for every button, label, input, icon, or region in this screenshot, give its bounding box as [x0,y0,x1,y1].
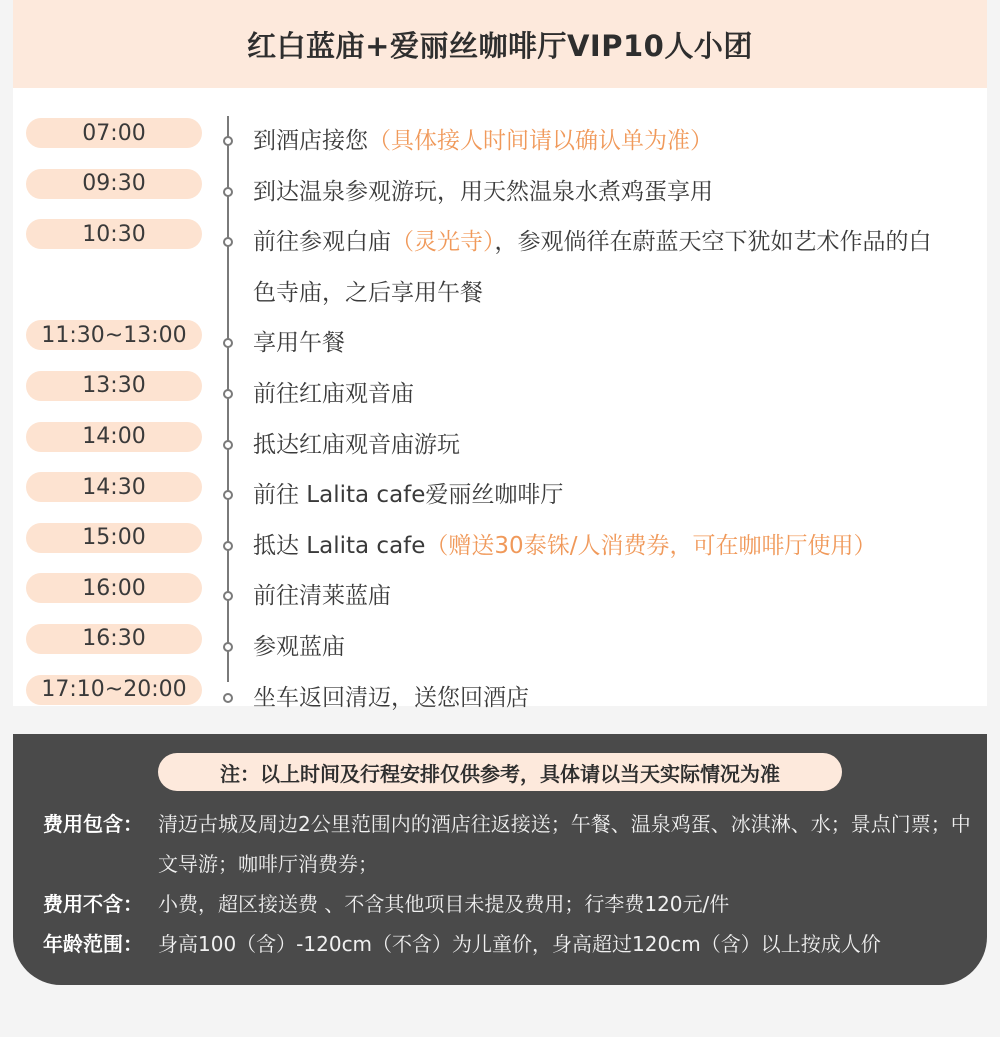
schedule-row [13,217,987,318]
schedule-text: 前往红庙观音庙 [253,380,414,407]
schedule-text: 前往清莱蓝庙 [253,583,391,610]
timeline-dot-icon [223,136,233,146]
info-value: 小费，超区接送费 、不含其他项目未提及费用；行李费120元/件 [158,892,730,916]
info-excludes [43,884,978,924]
info-label: 年龄范围： [43,932,143,956]
timeline-dot-icon [223,187,233,197]
time-badge: 07:00 [26,118,202,148]
schedule-row [13,369,987,420]
time-badge: 13:30 [26,371,202,401]
time-badge: 14:30 [26,472,202,502]
timeline-dot-icon [223,591,233,601]
timeline-dot-icon [223,693,233,703]
time-badge: 16:00 [26,573,202,603]
schedule-row [13,318,987,369]
schedule-text: 前往参观白庙（灵光寺），参观倘徉在蔚蓝天空下犹如艺术作品的白色寺庙，之后享用午餐 [253,229,932,306]
schedule-text: 到酒店接您（具体接人时间请以确认单为准） [253,128,713,154]
schedule-text: 前往 Lalita cafe爱丽丝咖啡厅 [253,482,564,509]
schedule-text: 抵达 Lalita cafe（赠送30泰铢/人消费券，可在咖啡厅使用） [253,532,877,559]
schedule-row [13,571,987,622]
timeline [13,88,987,711]
note-banner: 注：以上时间及行程安排仅供参考，具体请以当天实际情况为准 [158,753,842,791]
time-badge: 10:30 [26,219,202,249]
info-value: 清迈古城及周边2公里范围内的酒店往返接送；午餐、温泉鸡蛋、冰淇淋、水；景点门票；中文导游；咖啡厅消费券； [158,812,971,876]
timeline-dot-icon [223,440,233,450]
info-value: 身高100（含）-120cm（不含）为儿童价，身高超过120cm（含）以上按成人价 [158,932,881,956]
schedule-row [13,673,987,724]
time-badge: 17:10~20:00 [26,675,202,705]
time-badge: 16:30 [26,624,202,654]
timeline-dot-icon [223,237,233,247]
schedule-row [13,116,987,167]
schedule-text: 坐车返回清迈，送您回酒店 [253,684,529,711]
time-badge: 11:30~13:00 [26,320,202,350]
schedule-row [13,521,987,572]
timeline-dot-icon [223,490,233,500]
time-badge: 09:30 [26,169,202,199]
schedule-row [13,622,987,673]
notes-panel [13,734,987,985]
timeline-dot-icon [223,642,233,652]
schedule-text: 到达温泉参观游玩，用天然温泉水煮鸡蛋享用 [253,178,713,205]
schedule-row [13,167,987,218]
info-age-range [43,924,978,964]
schedule-text: 享用午餐 [253,330,345,357]
schedule-row [13,470,987,521]
timeline-dot-icon [223,541,233,551]
schedule-text: 抵达红庙观音庙游玩 [253,431,460,458]
time-badge: 14:00 [26,422,202,452]
time-badge: 15:00 [26,523,202,553]
info-includes [43,804,978,884]
timeline-dot-icon [223,338,233,348]
schedule-row [13,420,987,471]
timeline-dot-icon [223,389,233,399]
page-title: 红白蓝庙+爱丽丝咖啡厅VIP10人小团 [13,0,987,88]
info-label: 费用不含： [43,892,143,916]
itinerary-card [13,0,987,711]
info-label: 费用包含： [43,812,143,836]
schedule-text: 参观蓝庙 [253,633,345,660]
